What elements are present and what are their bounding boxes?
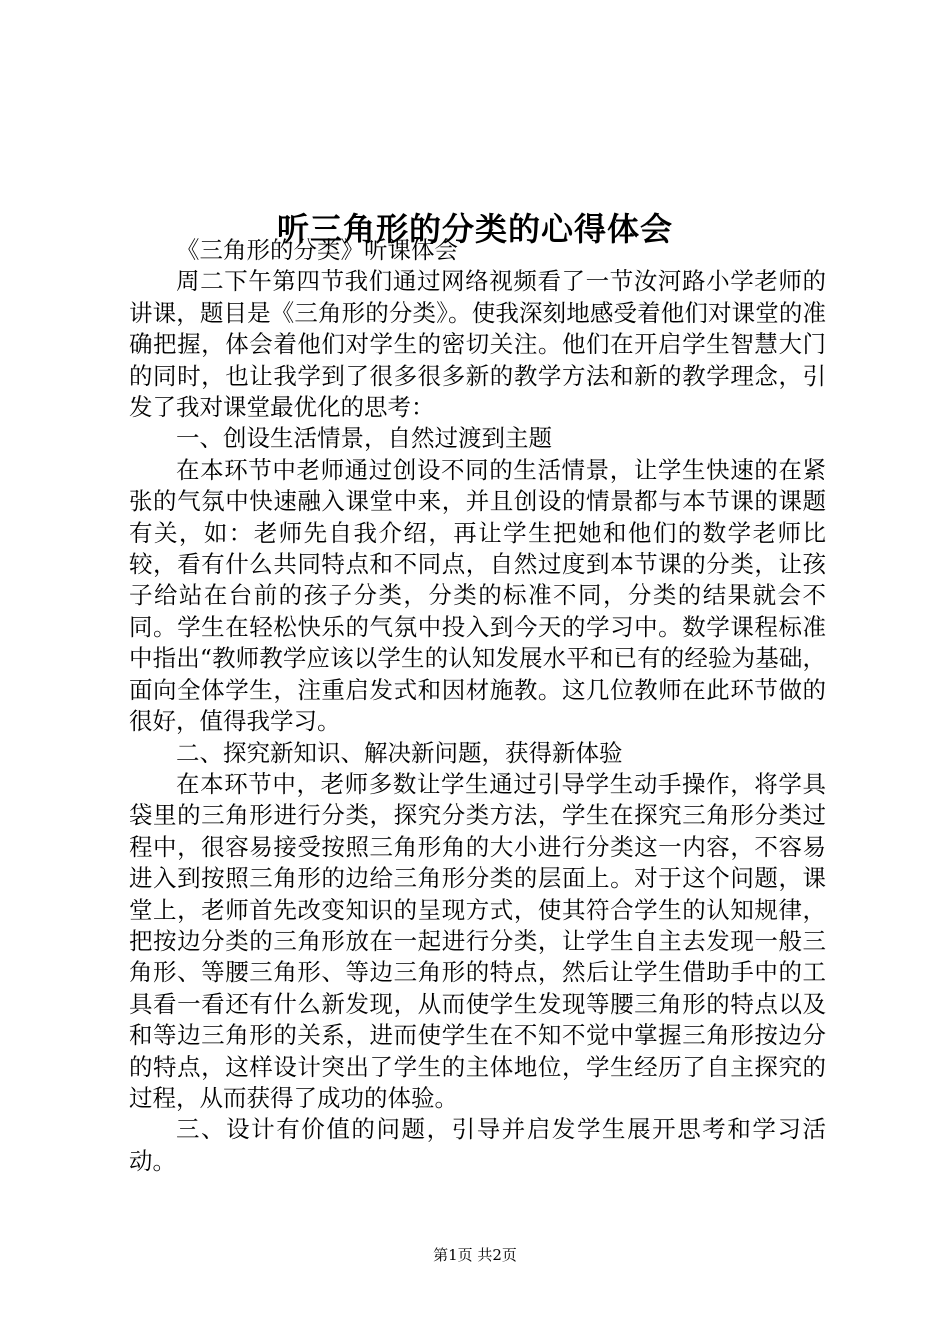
document-title: 听三角形的分类的心得体会 [276,210,673,249]
paragraph-section-1: 在本环节中老师通过创设不同的生活情景，让学生快速的在紧张的气氛中快速融入课堂中来，并且创设的情景都与本节课的课题有关，如：老师先自我介绍，再让学生把她和他们的数学老师比较，看有什么共同特点和不同点，自然过度到本节课的分类，让孩子给站在台前的孩子分类，分类的标准不同，分类的结果就会不同。学生在轻松快乐的气氛中投入到今天的学习中。数学课程标准中指出“教师教学应该以学生的认知发展水平和已有的经验为基础，面向全体学生，注重启发式和因材施教。这几位教师在此环节做的很好，值得我学习。 [129,455,826,736]
page-footer: 第1页 共2页 [433,1246,517,1264]
section-heading-1: 一、创设生活情景，自然过渡到主题 [176,424,552,453]
document-body [129,235,826,1177]
section-heading-3: 三、设计有价值的问题，引导并启发学生展开思考和学习活动。 [129,1115,826,1175]
paragraph-section-2: 在本环节中，老师多数让学生通过引导学生动手操作，将学具袋里的三角形进行分类，探究分类方法，学生在探究三角形分类过程中，很容易接受按照三角形角的大小进行分类这一内容，不容易进入到按照三角形的边给三角形分类的层面上。对于这个问题，课堂上，老师首先改变知识的呈现方式，使其符合学生的认知规律，把按边分类的三角形放在一起进行分类，让学生自主去发现一般三角形、等腰三角形、等边三角形的特点，然后让学生借助手中的工具看一看还有什么新发现，从而使学生发现等腰三角形的特点以及和等边三角形的关系，进而使学生在不知不觉中掌握三角形按边分的特点，这样设计突出了学生的主体地位，学生经历了自主探究的过程，从而获得了成功的体验。 [129,769,826,1112]
paragraph-intro: 周二下午第四节我们通过网络视频看了一节汝河路小学老师的讲课，题目是《三角形的分类》。使我深刻地感受着他们对课堂的准确把握，体会着他们对学生的密切关注。他们在开启学生智慧大门的同时，也让我学到了很多很多新的教学方法和新的教学理念，引发了我对课堂最优化的思考： [129,267,826,422]
paragraph-subtitle: 《三角形的分类》听课体会 [176,236,458,264]
section-heading-2: 二、探究新知识、解决新问题，获得新体验 [176,738,623,767]
